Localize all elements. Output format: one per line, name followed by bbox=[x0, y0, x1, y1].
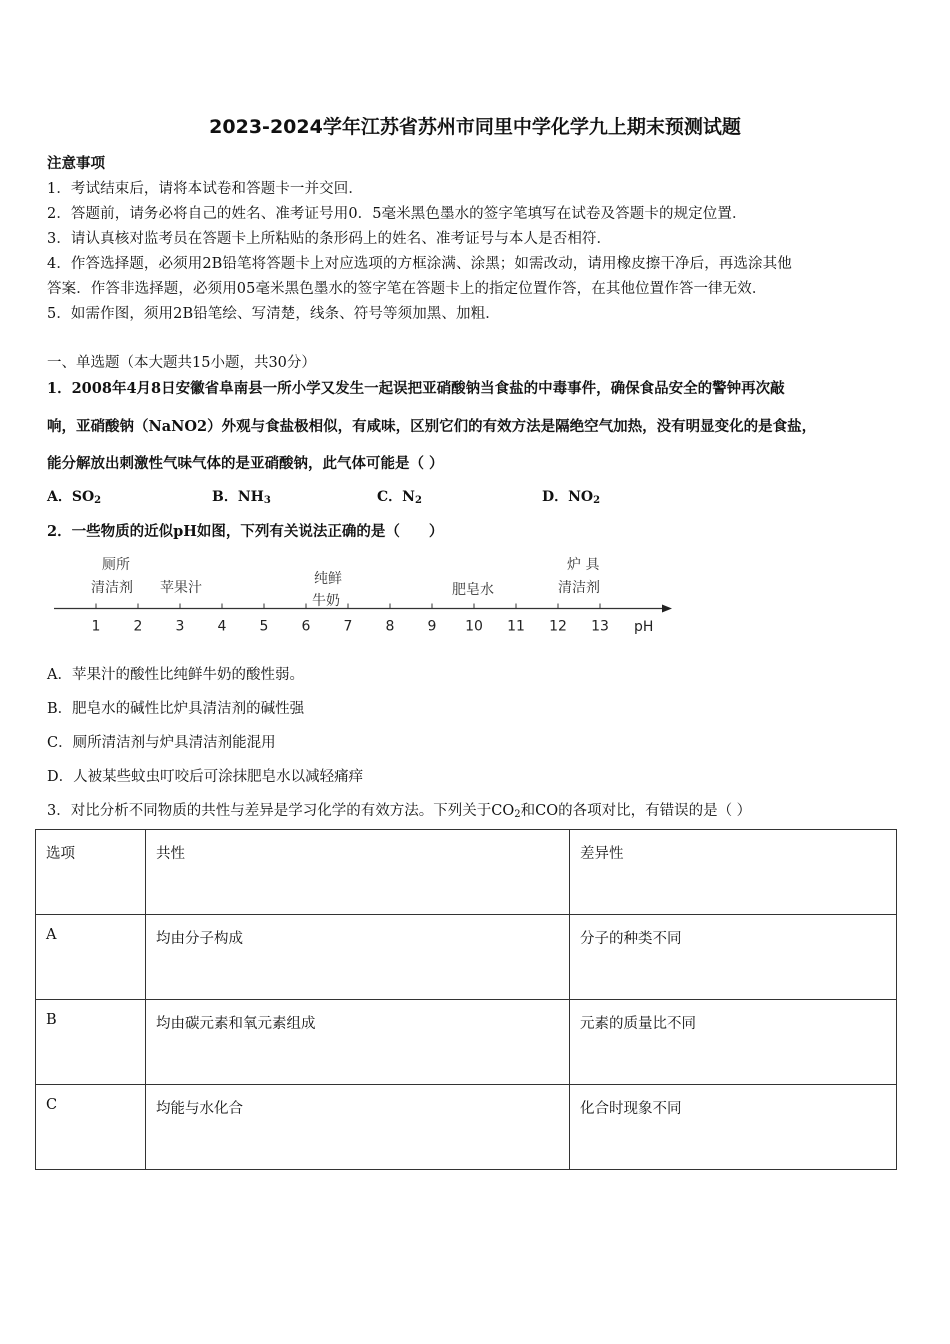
notice-item: 4．作答选择题，必须用2B铅笔将答题卡上对应选项的方框涂满、涂黑；如需改动，请用橡皮擦干净后，再选涂其他 bbox=[47, 256, 792, 272]
label-milk-2: 牛奶 bbox=[312, 593, 340, 609]
table-cell: 均由碳元素和氧元素组成 bbox=[146, 1000, 570, 1085]
ph-tick-label: 3 bbox=[175, 618, 185, 635]
table-cell: 分子的种类不同 bbox=[570, 915, 897, 1000]
q2-option-d: D．人被某些蚊虫叮咬后可涂抹肥皂水以减轻痛痒 bbox=[47, 769, 364, 785]
notice-item: 5．如需作图，须用2B铅笔绘、写清楚，线条、符号等须加黑、加粗． bbox=[47, 306, 500, 322]
table-cell: 化合时现象不同 bbox=[570, 1085, 897, 1170]
ph-tick-label: 2 bbox=[133, 618, 143, 635]
ph-tick-label: 12 bbox=[549, 618, 567, 635]
q1-option-a: A．$SO_2$ bbox=[47, 489, 102, 506]
ph-tick-label: 1 bbox=[91, 618, 101, 635]
ph-tick-label: 13 bbox=[591, 618, 609, 635]
table-cell: 均由分子构成 bbox=[146, 915, 570, 1000]
notice-item: 1．考试结束后，请将本试卷和答题卡一并交回． bbox=[47, 181, 363, 197]
table-header-cell: 共性 bbox=[146, 830, 570, 915]
notice-item: 2．答题前，请务必将自己的姓名、准考证号用0．5毫米黑色墨水的签字笔填写在试卷及答题卡的规定位置． bbox=[47, 206, 747, 222]
label-milk-1: 纯鲜 bbox=[314, 571, 342, 587]
notice-item: 答案．作答非选择题，必须用05毫米黑色墨水的签字笔在答题卡上的指定位置作答，在其他位置作答一律无效． bbox=[47, 281, 767, 297]
q1-option-d: D．$NO_2$ bbox=[542, 489, 601, 506]
q1-option-b: B．$NH_3$ bbox=[212, 489, 271, 506]
label-soap-water: 肥皂水 bbox=[452, 582, 494, 598]
ph-tick-label: 5 bbox=[259, 618, 269, 635]
table-cell: C bbox=[36, 1085, 146, 1170]
ph-tick-label: 9 bbox=[427, 618, 437, 635]
table-header-row bbox=[36, 830, 897, 915]
ph-tick-label: 11 bbox=[507, 618, 525, 635]
table-row bbox=[36, 1085, 897, 1170]
section-heading: 一、单选题（本大题共15小题，共30分） bbox=[47, 355, 316, 371]
table-row bbox=[36, 915, 897, 1000]
ph-tick-label: 6 bbox=[301, 618, 311, 635]
table-cell: A bbox=[36, 915, 146, 1000]
label-stove-cleaner-2: 清洁剂 bbox=[558, 580, 600, 596]
label-stove-cleaner-1: 炉 具 bbox=[567, 557, 600, 573]
table-cell: 元素的质量比不同 bbox=[570, 1000, 897, 1085]
ph-unit-label: pH bbox=[634, 619, 654, 635]
q2-option-b: B．肥皂水的碱性比炉具清洁剂的碱性强 bbox=[47, 701, 305, 717]
table-row bbox=[36, 1000, 897, 1085]
q2-option-c: C．厕所清洁剂与炉具清洁剂能混用 bbox=[47, 735, 276, 751]
ph-axis-arrow bbox=[662, 605, 672, 613]
label-toilet-cleaner-1: 厕所 bbox=[102, 557, 130, 573]
label-toilet-cleaner-2: 清洁剂 bbox=[91, 580, 133, 596]
table-cell: 均能与水化合 bbox=[146, 1085, 570, 1170]
notice-heading: 注意事项 bbox=[47, 155, 105, 172]
ph-tick-label: 4 bbox=[217, 618, 227, 635]
notice-item: 3．请认真核对监考员在答题卡上所粘贴的条形码上的姓名、准考证号与本人是否相符． bbox=[47, 231, 612, 247]
table-header-cell: 差异性 bbox=[570, 830, 897, 915]
ph-scale-figure bbox=[0, 548, 950, 640]
table-header-cell: 选项 bbox=[36, 830, 146, 915]
q2-option-a: A．苹果汁的酸性比纯鲜牛奶的酸性弱。 bbox=[47, 667, 304, 683]
q1-option-c: C．$N_2$ bbox=[377, 489, 422, 506]
ph-tick-label: 7 bbox=[343, 618, 353, 635]
comparison-table bbox=[35, 829, 897, 1170]
ph-tick-label: 8 bbox=[385, 618, 395, 635]
ph-tick-label: 10 bbox=[465, 618, 483, 635]
label-apple-juice: 苹果汁 bbox=[160, 580, 202, 596]
question-1-line: 1．2008年4月8日安徽省阜南县一所小学又发生一起误把亚硝酸钠当食盐的中毒事件，确保食品安全的警钟再次敲 bbox=[47, 380, 785, 397]
table-cell: B bbox=[36, 1000, 146, 1085]
question-3-stem: 3．对比分析不同物质的共性与差异是学习化学的有效方法。下列关于$CO_2$和CO的各项对比，有错误的是（ ） bbox=[47, 803, 752, 820]
question-1-line: 能分解放出刺激性气味气体的是亚硝酸钠，此气体可能是（ ） bbox=[47, 455, 444, 472]
question-1-line: 响，亚硝酸钠（NaNO2）外观与食盐极相似，有咸味，区别它们的有效方法是隔绝空气加热，没有明显变化的是食盐， bbox=[47, 418, 817, 435]
question-2-stem: 2．一些物质的近似pH如图，下列有关说法正确的是（ ） bbox=[47, 523, 444, 540]
page-title: 2023-2024学年江苏省苏州市同里中学化学九上期末预测试题 bbox=[209, 116, 741, 138]
